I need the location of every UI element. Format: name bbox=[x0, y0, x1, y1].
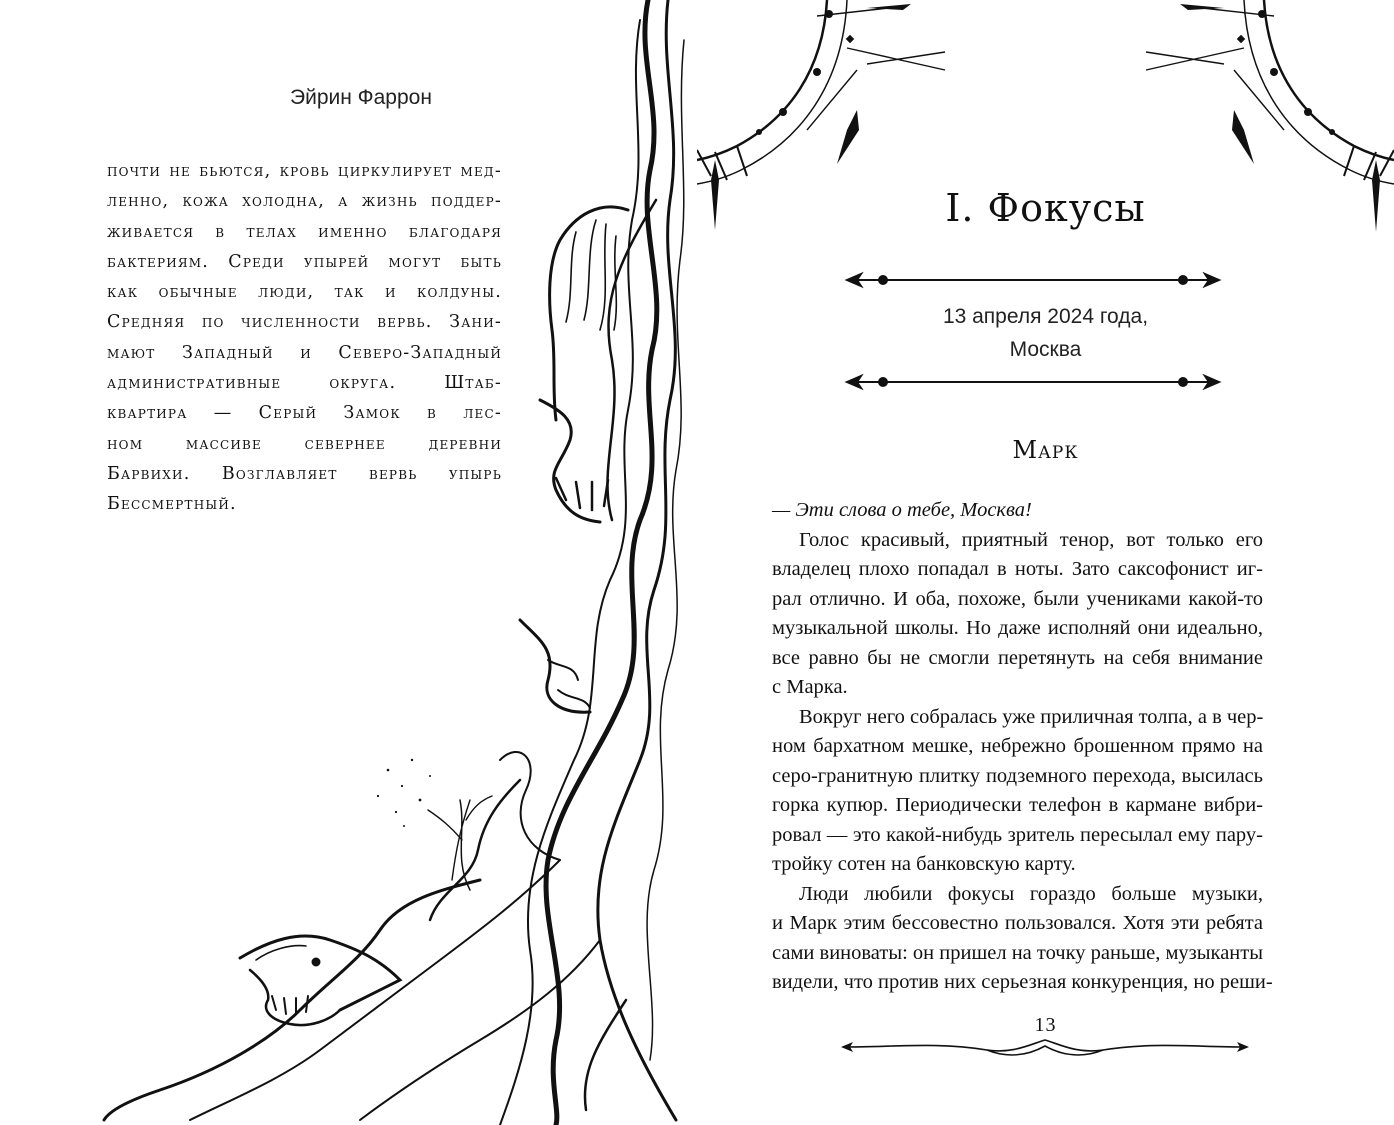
text-line: и Марк этим бессовестно пользовался. Хотя эти ребята bbox=[772, 912, 1263, 934]
text-line: все равно бы не смогли перетянуть на себя внимание bbox=[772, 646, 1263, 669]
right-page bbox=[697, 0, 1394, 1125]
text-line: мают Западный и Северо-Западный bbox=[107, 342, 502, 363]
text-line: Вокруг него собралась уже приличная толпа, а в чер- bbox=[799, 705, 1264, 728]
text-line: ленно, кожа холодна, а жизнь поддер- bbox=[107, 191, 502, 212]
text-line: бактериям. Среди упырей могут быть bbox=[107, 251, 502, 272]
text-line: рал отлично. И оба, похоже, были учениками какой-то bbox=[772, 587, 1263, 610]
text-line: квартира — Серый Замок в лес- bbox=[107, 403, 502, 424]
text-line: с Марка. bbox=[772, 676, 848, 698]
text-line: как обычные люди, так и колдуны. bbox=[107, 282, 502, 303]
text-line: живается в телах именно благодаря bbox=[107, 221, 502, 242]
text-line: ном бархатном мешке, небрежно брошенном прямо на bbox=[772, 735, 1263, 757]
page-number: 13 bbox=[1034, 1014, 1057, 1036]
text-line: видели, что против них серьезная конкуренция, но реши- bbox=[772, 971, 1273, 993]
text-line: административные округа. Штаб- bbox=[107, 373, 502, 394]
text-line: горка купюр. Периодически телефон в кармане вибри- bbox=[772, 794, 1263, 816]
text-line: сами виноваты: он пришел на точку раньше, музыканты bbox=[772, 941, 1263, 964]
text-line: серо-гранитную плитку подземного перехода, высилась bbox=[772, 764, 1263, 787]
text-line: тройку сотен на банковскую карту. bbox=[772, 853, 1076, 875]
text-line: — Эти слова о тебе, Москва! bbox=[772, 499, 1032, 521]
page-number-flourish-icon bbox=[697, 0, 1394, 1125]
text-line: Бессмертный. bbox=[107, 494, 237, 515]
date-line: 13 апреля 2024 года, bbox=[942, 305, 1149, 328]
text-line: ровал — это какой-нибудь зритель пересылал ему пару- bbox=[772, 823, 1263, 846]
text-line: музыкальной школы. Но даже исполняй они идеально, bbox=[772, 617, 1263, 639]
text-line: Люди любили фокусы гораздо больше музыки, bbox=[799, 882, 1263, 905]
text-line: Средняя по численности вервь. Зани- bbox=[107, 312, 502, 333]
text-line: Голос красивый, приятный тенор, вот только его bbox=[799, 528, 1263, 551]
text-line: Барвихи. Возглавляет вервь упырь bbox=[107, 463, 502, 484]
running-head-author: Эйрин Фаррон bbox=[290, 86, 432, 109]
text-line: владелец плохо попадал в ноты. Зато саксофонист иг- bbox=[772, 558, 1263, 580]
place-line: Москва bbox=[1009, 338, 1082, 361]
text-line: почти не бьются, кровь циркулирует мед- bbox=[107, 161, 502, 181]
text-line: ном массиве севернее деревни bbox=[107, 433, 502, 454]
chapter-title: I. Фокусы bbox=[945, 186, 1146, 230]
pov-heading: Марк bbox=[1012, 436, 1079, 464]
